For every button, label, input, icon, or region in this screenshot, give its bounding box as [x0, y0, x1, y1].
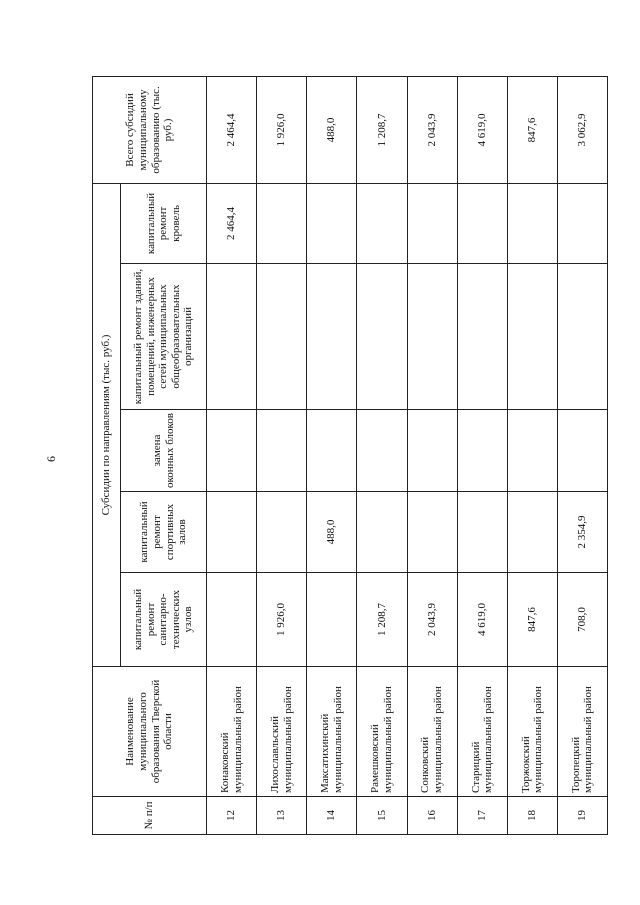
header-name: Наименование муниципального образования Тверской области — [93, 667, 207, 797]
header-total: Всего субсидий муниципальному образованию (тыс. руб.) — [93, 76, 207, 183]
windows-value — [407, 410, 457, 492]
buildings-repair-value — [307, 264, 357, 410]
windows-value — [557, 410, 607, 492]
row-number: 14 — [307, 797, 357, 835]
row-number: 18 — [507, 797, 557, 835]
table-body — [207, 76, 608, 834]
windows-value — [457, 410, 507, 492]
header-subsidies-group: Субсидии по направлениям (тыс. руб.) — [93, 183, 121, 666]
windows-value — [357, 410, 407, 492]
row-number: 16 — [407, 797, 457, 835]
total-value: 847,6 — [507, 76, 557, 183]
header-buildings-repair: капитальный ремонт зданий, помещений, инженерных сетей муниципальных общеобразовательных организаций — [121, 264, 207, 410]
total-value: 1 926,0 — [257, 76, 307, 183]
row-number: 13 — [257, 797, 307, 835]
windows-value — [257, 410, 307, 492]
table-row — [557, 76, 607, 834]
buildings-repair-value — [557, 264, 607, 410]
buildings-repair-value — [457, 264, 507, 410]
total-value: 4 619,0 — [457, 76, 507, 183]
municipality-name: Торжокский муниципальный район — [507, 667, 557, 797]
header-windows: замена оконных блоков — [121, 410, 207, 492]
row-number: 17 — [457, 797, 507, 835]
municipality-name: Максатихинский муниципальный район — [307, 667, 357, 797]
table-row — [207, 76, 257, 834]
sport-halls-value — [407, 492, 457, 573]
sanitary-units-value: 1 208,7 — [357, 573, 407, 667]
row-number: 19 — [557, 797, 607, 835]
sanitary-units-value — [307, 573, 357, 667]
page-number: 6 — [44, 456, 58, 462]
row-number: 12 — [207, 797, 257, 835]
municipality-name: Старицкий муниципальный район — [457, 667, 507, 797]
sanitary-units-value: 1 926,0 — [257, 573, 307, 667]
table-row — [307, 76, 357, 834]
table-row — [407, 76, 457, 834]
sanitary-units-value: 2 043,9 — [407, 573, 457, 667]
municipality-name: Рамешковский муниципальный район — [357, 667, 407, 797]
buildings-repair-value — [407, 264, 457, 410]
total-value: 2 464,4 — [207, 76, 257, 183]
table-row — [357, 76, 407, 834]
buildings-repair-value — [207, 264, 257, 410]
sanitary-units-value — [207, 573, 257, 667]
sport-halls-value — [357, 492, 407, 573]
municipality-name: Торопецкий муниципальный район — [557, 667, 607, 797]
total-value: 2 043,9 — [407, 76, 457, 183]
windows-value — [307, 410, 357, 492]
roofs-value — [257, 183, 307, 263]
rotated-table-wrapper — [92, 77, 608, 835]
municipality-name: Лихославльский муниципальный район — [257, 667, 307, 797]
roofs-value — [307, 183, 357, 263]
windows-value — [207, 410, 257, 492]
roofs-value — [457, 183, 507, 263]
header-sport-halls: капитальный ремонт спортивных залов — [121, 492, 207, 573]
sport-halls-value — [457, 492, 507, 573]
roofs-value — [507, 183, 557, 263]
buildings-repair-value — [507, 264, 557, 410]
municipality-name: Конаковский муниципальный район — [207, 667, 257, 797]
windows-value — [507, 410, 557, 492]
roofs-value — [407, 183, 457, 263]
roofs-value — [557, 183, 607, 263]
sport-halls-value: 488,0 — [307, 492, 357, 573]
total-value: 3 062,9 — [557, 76, 607, 183]
sanitary-units-value: 4 619,0 — [457, 573, 507, 667]
sport-halls-value — [507, 492, 557, 573]
table-row — [457, 76, 507, 834]
sanitary-units-value: 847,6 — [507, 573, 557, 667]
sport-halls-value — [257, 492, 307, 573]
total-value: 488,0 — [307, 76, 357, 183]
table-row — [507, 76, 557, 834]
sanitary-units-value: 708,0 — [557, 573, 607, 667]
row-number: 15 — [357, 797, 407, 835]
roofs-value — [357, 183, 407, 263]
municipality-name: Сонковский муниципальный район — [407, 667, 457, 797]
roofs-value: 2 464,4 — [207, 183, 257, 263]
header-sanitary-units: капитальный ремонт санитарно-технических узлов — [121, 573, 207, 667]
sport-halls-value — [207, 492, 257, 573]
header-number: № п/п — [93, 797, 207, 835]
subsidies-table — [92, 76, 608, 835]
table-row — [257, 76, 307, 834]
buildings-repair-value — [257, 264, 307, 410]
sport-halls-value: 2 354,9 — [557, 492, 607, 573]
header-roofs: капитальный ремонт кровель — [121, 183, 207, 263]
total-value: 1 208,7 — [357, 76, 407, 183]
buildings-repair-value — [357, 264, 407, 410]
